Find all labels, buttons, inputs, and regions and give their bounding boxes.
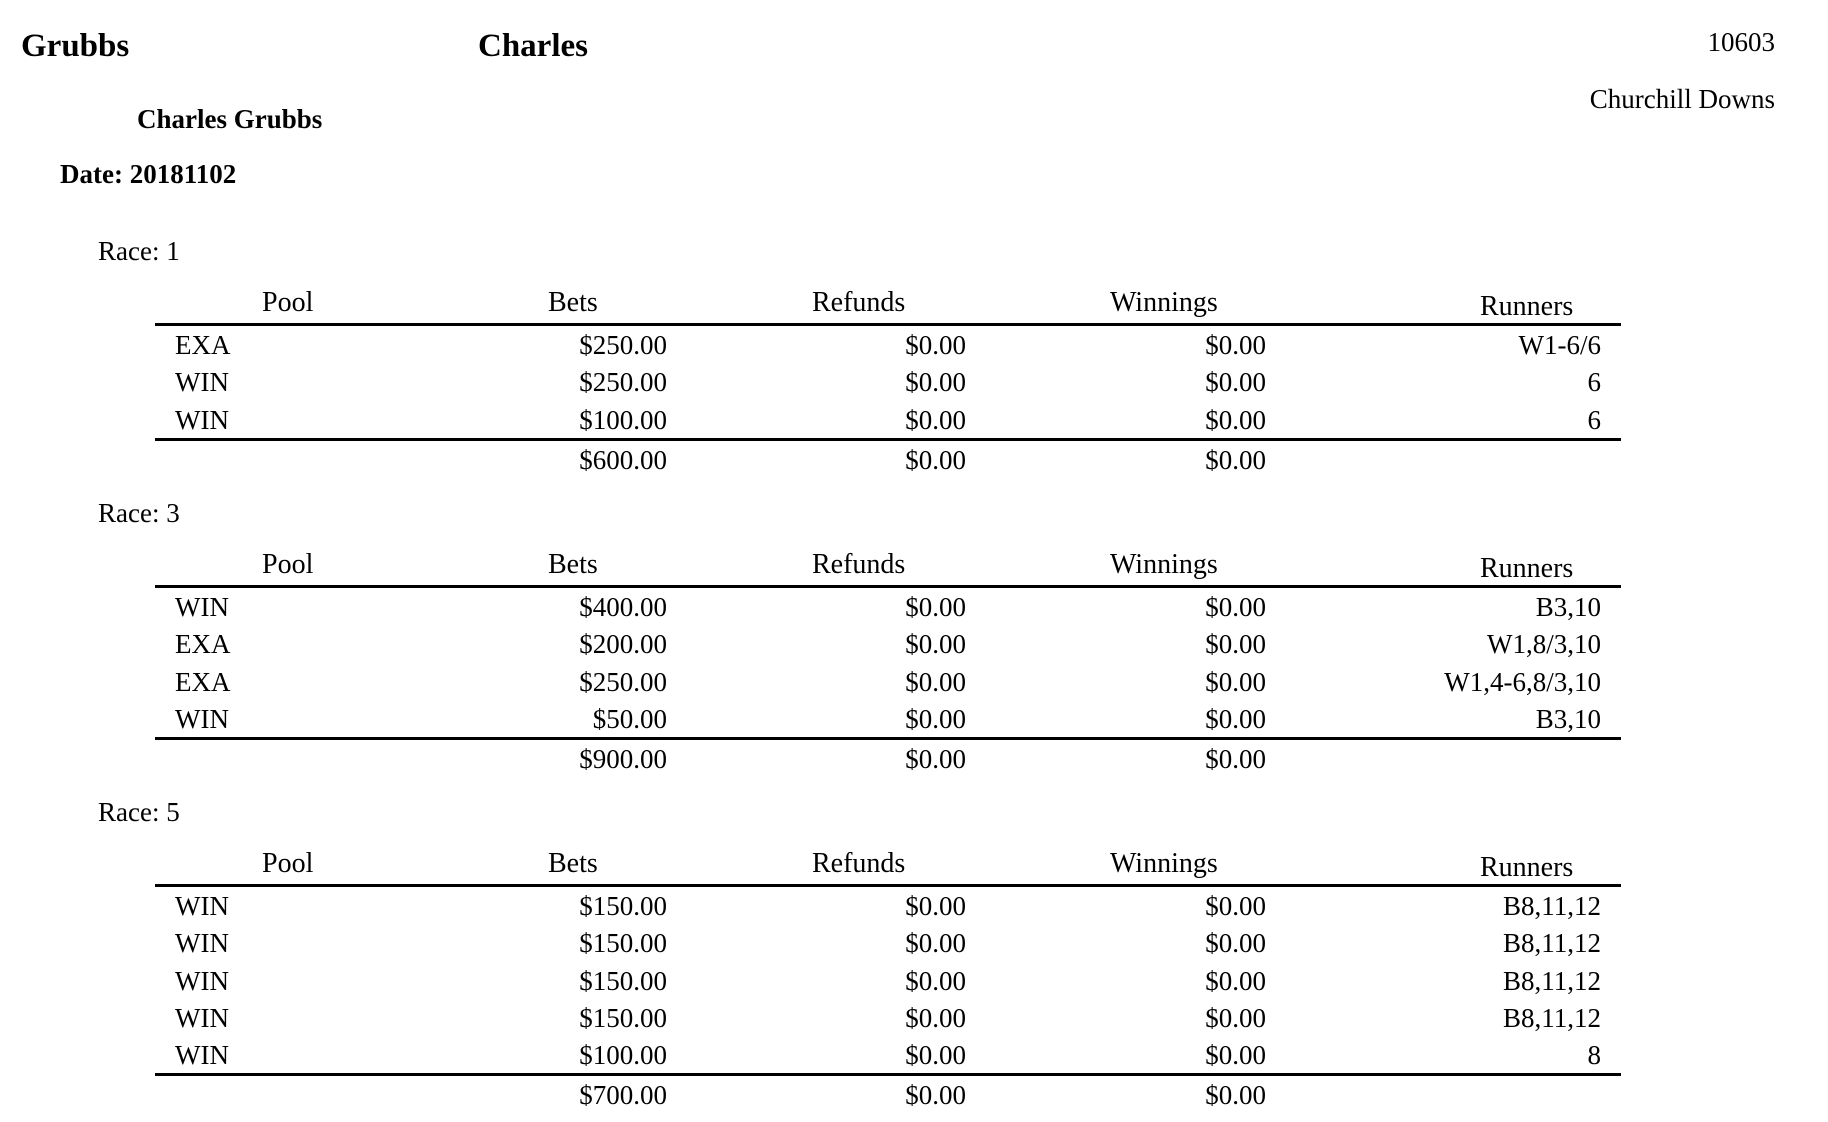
table-row <box>155 401 1621 438</box>
race-label: Race: 3 <box>98 498 180 528</box>
column-header-bets: Bets <box>548 287 598 318</box>
column-header-pool: Pool <box>262 549 314 580</box>
cell-winnings: $0.00 <box>1205 965 1266 996</box>
table-header <box>155 287 1621 326</box>
cell-winnings: $0.00 <box>1205 1002 1266 1033</box>
cell-runners: W1,8/3,10 <box>1487 629 1601 660</box>
cell-winnings: $0.00 <box>1205 928 1266 959</box>
cell-refunds: $0.00 <box>905 1040 966 1071</box>
cell-winnings: $0.00 <box>1205 666 1266 697</box>
column-header-pool: Pool <box>262 287 314 318</box>
total-bets: $700.00 <box>579 1080 667 1111</box>
cell-runners: W1-6/6 <box>1518 330 1601 360</box>
cell-refunds: $0.00 <box>905 928 966 959</box>
cell-winnings: $0.00 <box>1205 891 1266 921</box>
table-header <box>155 848 1621 887</box>
cell-runners: B8,11,12 <box>1502 891 1601 921</box>
total-row <box>155 438 1621 478</box>
cell-pool: WIN <box>175 965 229 996</box>
track-name: Churchill Downs <box>1589 84 1775 114</box>
column-header-pool: Pool <box>262 848 314 879</box>
cell-refunds: $0.00 <box>905 330 966 360</box>
cell-runners: 6 <box>1587 404 1601 435</box>
total-row <box>155 1073 1621 1113</box>
cell-winnings: $0.00 <box>1205 404 1266 435</box>
table-row <box>155 588 1621 625</box>
column-header-runners: Runners <box>1480 291 1574 322</box>
cell-refunds: $0.00 <box>905 367 966 398</box>
cell-runners: B3,10 <box>1535 592 1601 622</box>
total-refunds: $0.00 <box>905 1080 966 1111</box>
full-name: Charles Grubbs <box>137 104 323 134</box>
cell-runners: B8,11,12 <box>1502 965 1601 996</box>
total-row <box>155 737 1621 777</box>
total-winnings: $0.00 <box>1205 744 1266 775</box>
cell-pool: EXA <box>175 629 231 660</box>
cell-runners: W1,4-6,8/3,10 <box>1444 666 1601 697</box>
cell-pool: WIN <box>175 367 229 398</box>
race-table <box>155 287 1621 478</box>
race-table <box>155 848 1621 1114</box>
cell-refunds: $0.00 <box>905 404 966 435</box>
cell-bets: $150.00 <box>579 891 667 921</box>
cell-pool: EXA <box>175 330 231 360</box>
cell-bets: $400.00 <box>579 592 667 622</box>
total-winnings: $0.00 <box>1205 444 1266 475</box>
total-winnings: $0.00 <box>1205 1080 1266 1111</box>
column-header-bets: Bets <box>548 848 598 879</box>
cell-refunds: $0.00 <box>905 703 966 734</box>
table-row <box>155 326 1621 363</box>
cell-pool: WIN <box>175 891 229 921</box>
race-label: Race: 5 <box>98 797 180 827</box>
total-bets: $600.00 <box>579 444 667 475</box>
table-row <box>155 663 1621 700</box>
column-header-refunds: Refunds <box>812 549 906 580</box>
table-row <box>155 363 1621 400</box>
cell-bets: $100.00 <box>579 1040 667 1071</box>
cell-pool: EXA <box>175 666 231 697</box>
table-row <box>155 887 1621 924</box>
cell-winnings: $0.00 <box>1205 703 1266 734</box>
cell-bets: $250.00 <box>579 330 667 360</box>
cell-bets: $50.00 <box>592 703 667 734</box>
cell-runners: B3,10 <box>1535 703 1601 734</box>
cell-bets: $100.00 <box>579 404 667 435</box>
race-label: Race: 1 <box>98 236 180 266</box>
account-number: 10603 <box>1707 27 1775 57</box>
total-refunds: $0.00 <box>905 444 966 475</box>
cell-refunds: $0.00 <box>905 666 966 697</box>
race-table <box>155 549 1621 777</box>
column-header-winnings: Winnings <box>1110 287 1218 318</box>
cell-pool: WIN <box>175 592 229 622</box>
total-bets: $900.00 <box>579 744 667 775</box>
column-header-runners: Runners <box>1480 852 1574 883</box>
column-header-refunds: Refunds <box>812 287 906 318</box>
cell-pool: WIN <box>175 703 229 734</box>
column-header-bets: Bets <box>548 549 598 580</box>
cell-bets: $200.00 <box>579 629 667 660</box>
cell-refunds: $0.00 <box>905 1002 966 1033</box>
table-row <box>155 962 1621 999</box>
cell-refunds: $0.00 <box>905 891 966 921</box>
column-header-refunds: Refunds <box>812 848 906 879</box>
cell-pool: WIN <box>175 1040 229 1071</box>
cell-refunds: $0.00 <box>905 965 966 996</box>
cell-refunds: $0.00 <box>905 592 966 622</box>
cell-pool: WIN <box>175 928 229 959</box>
cell-winnings: $0.00 <box>1205 629 1266 660</box>
cell-winnings: $0.00 <box>1205 367 1266 398</box>
cell-winnings: $0.00 <box>1205 592 1266 622</box>
total-refunds: $0.00 <box>905 744 966 775</box>
report-date: Date: 20181102 <box>60 159 237 189</box>
cell-bets: $150.00 <box>579 1002 667 1033</box>
cell-bets: $250.00 <box>579 367 667 398</box>
table-row <box>155 999 1621 1036</box>
cell-runners: B8,11,12 <box>1502 1002 1601 1033</box>
last-name: Grubbs <box>21 28 130 64</box>
cell-runners: 8 <box>1587 1040 1601 1071</box>
table-row <box>155 1036 1621 1073</box>
cell-pool: WIN <box>175 1002 229 1033</box>
column-header-runners: Runners <box>1480 553 1574 584</box>
first-name: Charles <box>478 28 588 64</box>
cell-runners: B8,11,12 <box>1502 928 1601 959</box>
cell-bets: $250.00 <box>579 666 667 697</box>
cell-winnings: $0.00 <box>1205 330 1266 360</box>
table-row <box>155 924 1621 961</box>
table-row <box>155 700 1621 737</box>
cell-pool: WIN <box>175 404 229 435</box>
cell-bets: $150.00 <box>579 965 667 996</box>
table-row <box>155 625 1621 662</box>
cell-winnings: $0.00 <box>1205 1040 1266 1071</box>
table-header <box>155 549 1621 588</box>
cell-refunds: $0.00 <box>905 629 966 660</box>
cell-bets: $150.00 <box>579 928 667 959</box>
column-header-winnings: Winnings <box>1110 549 1218 580</box>
cell-runners: 6 <box>1587 367 1601 398</box>
column-header-winnings: Winnings <box>1110 848 1218 879</box>
